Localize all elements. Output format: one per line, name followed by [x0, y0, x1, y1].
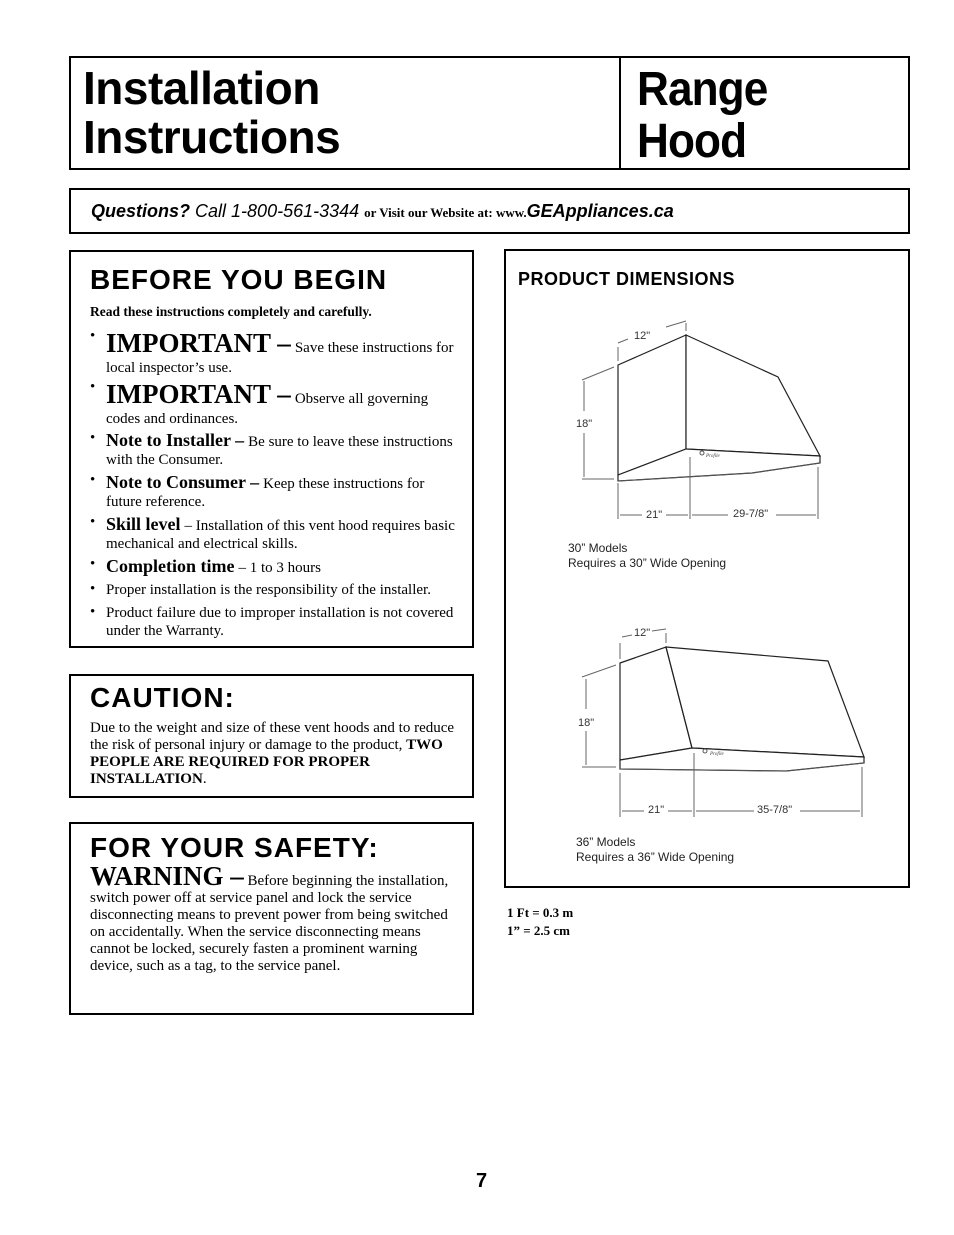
before-intro: Read these instructions completely and carefully.: [90, 304, 372, 319]
item-text: Keep these instructions for future reference.: [106, 476, 425, 510]
hood-36-caption: [576, 835, 734, 865]
website-link[interactable]: GEAppliances.ca: [526, 201, 674, 221]
warning-label: WARNING –: [90, 861, 244, 891]
caution-body: [90, 720, 458, 788]
list-item: • Product failure due to improper installation is not covered under the Warranty.: [90, 604, 454, 639]
hood-30-caption-line2: Requires a 30” Wide Opening: [568, 556, 727, 570]
title-line-1: Installation: [83, 62, 320, 114]
conversion-inch: 1” = 2.5 cm: [507, 923, 571, 938]
hood-30-caption-line1: 30” Models: [568, 541, 628, 555]
hood-36-caption-line2: Requires a 36” Wide Opening: [576, 850, 735, 864]
questions-bar: [69, 188, 910, 234]
safety-body: [90, 861, 462, 975]
item-text: Observe all governing codes and ordinances.: [106, 391, 429, 427]
hood-30-height-label: 18": [576, 418, 593, 430]
list-item: • IMPORTANT – Observe all governing codes and ordinances.: [90, 379, 429, 427]
hood-30-diagram: [582, 321, 820, 519]
hood-30-caption: [568, 541, 726, 571]
caution-section: [69, 674, 474, 798]
visit-text: or Visit our Website at: www.: [364, 205, 527, 220]
list-item: • Proper installation is the responsibility of the installer.: [90, 581, 431, 598]
item-label: Skill level: [106, 514, 181, 534]
header-title-box: [69, 56, 621, 170]
conversion-feet: 1 Ft = 0.3 m: [507, 905, 574, 920]
hood-30-width-label: 29-7/8": [733, 508, 769, 520]
caution-bold-text: TWO PEOPLE ARE REQUIRED FOR PROPER INSTALLATION: [90, 737, 443, 787]
item-label: IMPORTANT –: [106, 328, 291, 358]
hood-30-logo: Profile: [706, 454, 720, 459]
list-item: • Note to Consumer – Keep these instructions for future reference.: [90, 472, 425, 510]
page-number: 7: [476, 1170, 488, 1192]
item-label: Note to Consumer –: [106, 472, 260, 492]
item-text: Be sure to leave these instructions with the Consumer.: [106, 434, 453, 468]
hood-36-depth-top-label: 12": [634, 627, 651, 639]
questions-label: Questions?: [91, 201, 191, 221]
list-item: • Skill level – Installation of this vent hood requires basic mechanical and electrical skills.: [90, 514, 455, 552]
item-text: Proper installation is the responsibility of the installer.: [106, 582, 431, 598]
safety-title: FOR YOUR SAFETY:: [90, 832, 379, 863]
header-product-box: [619, 56, 910, 170]
list-item: • IMPORTANT – Save these instructions for local inspector’s use.: [90, 328, 454, 376]
hood-36-logo: Profile: [710, 752, 724, 757]
product-dimensions-section: [504, 249, 910, 888]
title-line-2: Instructions: [83, 111, 341, 163]
hood-36-caption-line1: 36” Models: [576, 835, 636, 849]
item-label: IMPORTANT –: [106, 379, 291, 409]
item-text: Save these instructions for local inspector’s use.: [106, 340, 454, 376]
warning-text: Before beginning the installation, switch power off at service panel and lock the service disconnecting means to prevent power from being switched on accidentally. When the service disconnecting means cannot be locked, securely fasten a prominent warning device, such as a tag, to the service panel.: [90, 873, 449, 974]
hood-36-depth-label: 21": [648, 804, 665, 816]
product-dimensions-title: PRODUCT DIMENSIONS: [518, 269, 736, 289]
phone-number: Call 1-800-561-3344: [195, 201, 360, 221]
before-you-begin-title: BEFORE YOU BEGIN: [90, 264, 388, 295]
hood-30-depth-label: 21": [646, 509, 663, 521]
page-title: [83, 64, 340, 162]
caution-text: Due to the weight and size of these vent hoods and to reduce the risk of personal injury or damage to the product,: [90, 720, 455, 753]
before-list: [90, 328, 462, 640]
item-text: – 1 to 3 hours: [238, 560, 321, 576]
hood-30-depth-top-label: 12": [634, 330, 651, 342]
caution-title: CAUTION:: [90, 682, 235, 713]
unit-conversion: [507, 904, 573, 940]
list-item: • Completion time – 1 to 3 hours: [90, 556, 321, 576]
product-name: Range Hood: [637, 63, 768, 168]
item-label: Note to Installer –: [106, 430, 245, 450]
before-you-begin-section: [69, 250, 474, 648]
hood-36-width-label: 35-7/8": [757, 804, 793, 816]
hood-36-height-label: 18": [578, 717, 595, 729]
hood-36-diagram: [582, 629, 864, 817]
caution-end: .: [202, 771, 207, 787]
list-item: • Note to Installer – Be sure to leave these instructions with the Consumer.: [90, 430, 453, 468]
item-label: Completion time: [106, 556, 235, 576]
item-text: Product failure due to improper installation is not covered under the Warranty.: [106, 605, 454, 639]
item-text: – Installation of this vent hood requires basic mechanical and electrical skills.: [106, 518, 455, 552]
safety-section: [69, 822, 474, 1015]
